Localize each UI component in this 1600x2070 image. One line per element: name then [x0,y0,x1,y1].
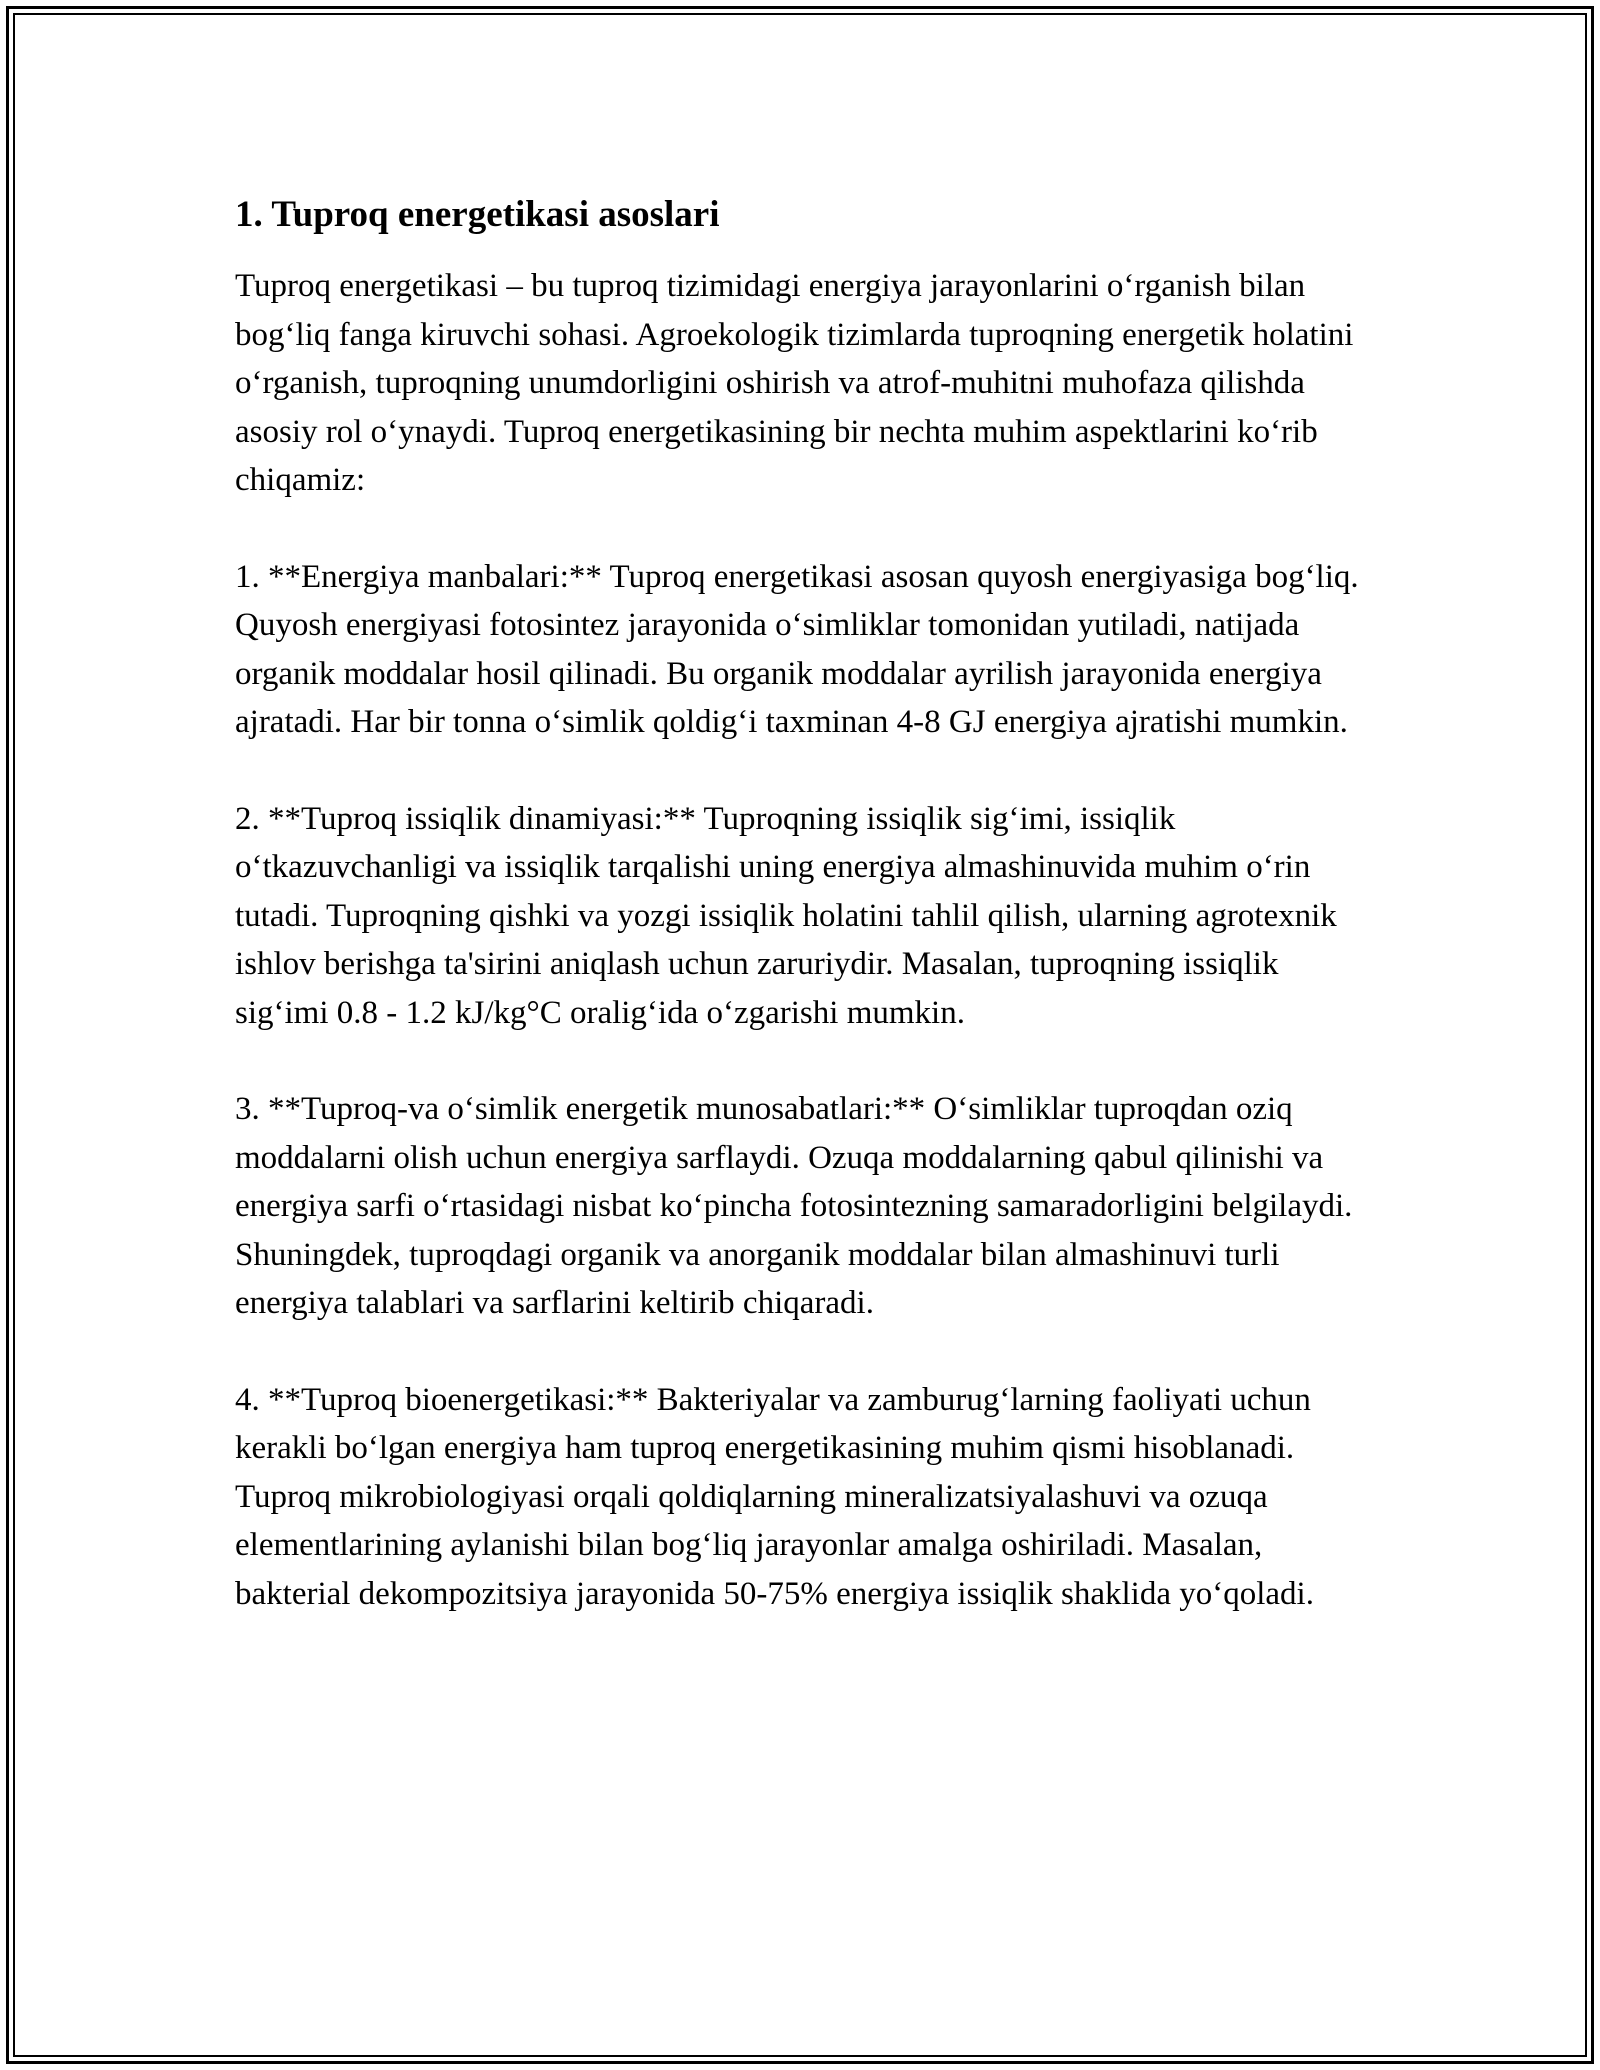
paragraph-soil-plant-relations: 3. **Tuproq-va o‘simlik energetik munosabatlari:** O‘simliklar tuproqdan oziq moddalarni olish uchun energiya sarflaydi. Ozuqa moddalarning qabul qilinishi va energiya sarfi o‘rtasidagi nisbat ko‘pincha fotosintezning samaradorligini belgilaydi. Shuningdek, tuproqdagi organik va anorganik moddalar bilan almashinuvi turli energiya talablari va sarflarini keltirib chiqaradi. [235,1091,1353,1321]
paragraph-heat-dynamics: 2. **Tuproq issiqlik dinamiyasi:** Tuproqning issiqlik sig‘imi, issiqlik o‘tkazuvchanligi va issiqlik tarqalishi uning energiya almashinuvida muhim o‘rin tutadi. Tuproqning qishki va yozgi issiqlik holatini tahlil qilish, ularning agrotexnik ishlov berishga ta'sirini aniqlash uchun zaruriydir. Masalan, tuproqning issiqlik sig‘imi 0.8 - 1.2 kJ/kg°C oralig‘ida o‘zgarishi mumkin. [235,800,1337,1031]
paragraph-bioenergetics: 4. **Tuproq bioenergetikasi:** Bakteriyalar va zamburug‘larning faoliyati uchun kerakli bo‘lgan energiya ham tuproq energetikasining muhim qismi hisoblanadi. Tuproq mikrobiologiyasi orqali qoldiqlarning mineralizatsiyalashuvi va ozuqa elementlarining aylanishi bilan bog‘liq jarayonlar amalga oshiriladi. Masalan, bakterial dekompozitsiya jarayonida 50-75% energiya issiqlik shaklida yo‘qoladi. [235,1381,1314,1612]
section-heading: 1. Tuproq energetikasi asoslari [235,194,720,235]
document-body [235,188,1375,1666]
paragraph-energy-sources: 1. **Energiya manbalari:** Tuproq energetikasi asosan quyosh energiyasiga bog‘liq. Quyosh energiyasi fotosintez jarayonida o‘simliklar tomonidan yutiladi, natijada organik moddalar hosil qilinadi. Bu organik moddalar ayrilish jarayonida energiya ajratadi. Har bir tonna o‘simlik qoldig‘i taxminan 4-8 GJ energiya ajratishi mumkin. [235,558,1359,740]
intro-paragraph: Tuproq energetikasi – bu tuproq tizimidagi energiya jarayonlarini o‘rganish bilan bog‘liq fanga kiruvchi sohasi. Agroekologik tizimlarda tuproqning energetik holatini o‘rganish, tuproqning unumdorligini oshirish va atrof-muhitni muhofaza qilishda asosiy rol o‘ynaydi. Tuproq energetikasining bir nechta muhim aspektlarini ko‘rib chiqamiz: [235,268,1354,498]
